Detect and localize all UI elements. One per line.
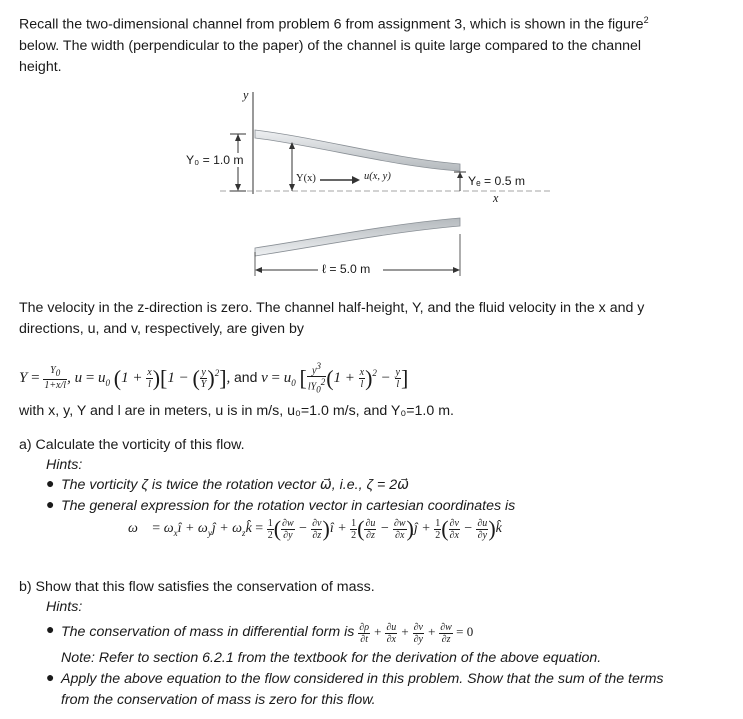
part-a-label: a) Calculate the vorticity of this flow. xyxy=(19,437,245,453)
units-line: with x, y, Y and l are in meters, u is in m/s, u₀=1.0 m/s, and Y₀=1.0 m. xyxy=(19,403,454,419)
bullet-icon: ● xyxy=(46,621,55,637)
intro-line-1: Recall the two-dimensional channel from problem 6 from assignment 3, which is shown in the figure$^2$ xyxy=(19,15,649,33)
part-a-hints: Hints: xyxy=(46,457,83,473)
velocity-equations: Y = $\frac{Y_0}{1+x/l}$ , $u = u_0$ (1 + $\frac{x}{l}$ )[1 − ( $\frac{y}{Y}$ )$^2$], and $v = u_0$ [ $\frac{y^3}{lY_0^2}$ (1 + $\frac{x}{l}$ )$^2$ − $\frac{y}{l}$ ] xyxy=(19,361,409,395)
part-b-hints: Hints: xyxy=(46,599,83,615)
y-axis-label: y xyxy=(243,88,249,102)
rotation-vector-equation: ω⃗ = $\omega_xî$ + $\omega_yĵ$ + $\omega_zk̂$ = $\frac{1}{2}$ ( $\frac{\partial w}{\partial y}$ − $\frac{\partial v}{\partial z}$ )î + $\frac{1}{2}$ ( $\frac{\partial u}{\partial z}$ − $\frac{\partial w}{\partial x}$ )ĵ + $\frac{1}{2}$ ( $\frac{\partial v}{\partial x}$ − $\frac{\partial u}{\partial y}$ )k̂ xyxy=(128,516,502,541)
part-b-bullet-2-line-2: from the conservation of mass is zero for this flow. xyxy=(61,692,376,708)
part-a-bullet-1: The vorticity ζ is twice the rotation vector ω⃗, i.e., ζ = 2ω⃗ xyxy=(61,477,409,493)
part-b-note: Note: Refer to section 6.2.1 from the textbook for the derivation of the above equation. xyxy=(61,650,602,666)
footnote-mark: 2 xyxy=(643,15,649,25)
channel-figure xyxy=(170,84,550,284)
part-b-bullet-2 xyxy=(61,669,741,711)
intro-line-2: below. The width (perpendicular to the paper) of the channel is quite large compared to the channel xyxy=(19,37,642,54)
bullet-icon: ● xyxy=(46,669,55,685)
ye-label: Yₑ = 0.5 m xyxy=(468,174,526,188)
bullet-icon: ● xyxy=(46,496,55,512)
intro-paragraph xyxy=(19,10,734,78)
part-b-bullet-2-line-1: Apply the above equation to the flow considered in this problem. Show that the sum of the terms xyxy=(61,671,664,687)
part-b-bullet-1 xyxy=(61,621,473,645)
and-text: and xyxy=(234,368,258,385)
length-label: ℓ = 5.0 m xyxy=(322,262,371,276)
velocity-line-1: The velocity in the z-direction is zero. The channel half-height, Y, and the fluid velocity in the x and y xyxy=(19,300,645,316)
top-wall xyxy=(255,130,460,171)
yx-label: Y(x) xyxy=(296,173,316,184)
mass-conservation-equation: $\frac{\partial\rho}{\partial t}$ + $\frac{\partial u}{\partial x}$ + $\frac{\partial v}{\partial y}$ + $\frac{\partial w}{\partial z}$ = 0 xyxy=(359,621,474,645)
intro-line-3: height. xyxy=(19,58,62,75)
velocity-line-2: directions, u, and v, respectively, are given by xyxy=(19,321,304,337)
bottom-wall xyxy=(255,218,460,256)
u-label: u(x, y) xyxy=(364,171,391,182)
mass-conservation-text: The conservation of mass in differential form is xyxy=(61,624,355,640)
bullet-icon: ● xyxy=(46,475,55,491)
part-b-label: b) Show that this flow satisfies the conservation of mass. xyxy=(19,579,375,595)
velocity-paragraph xyxy=(19,298,734,340)
x-axis-label: x xyxy=(493,191,499,205)
part-a-bullet-2: The general expression for the rotation vector in cartesian coordinates is xyxy=(61,498,516,514)
y0-label: Y₀ = 1.0 m xyxy=(186,153,244,167)
